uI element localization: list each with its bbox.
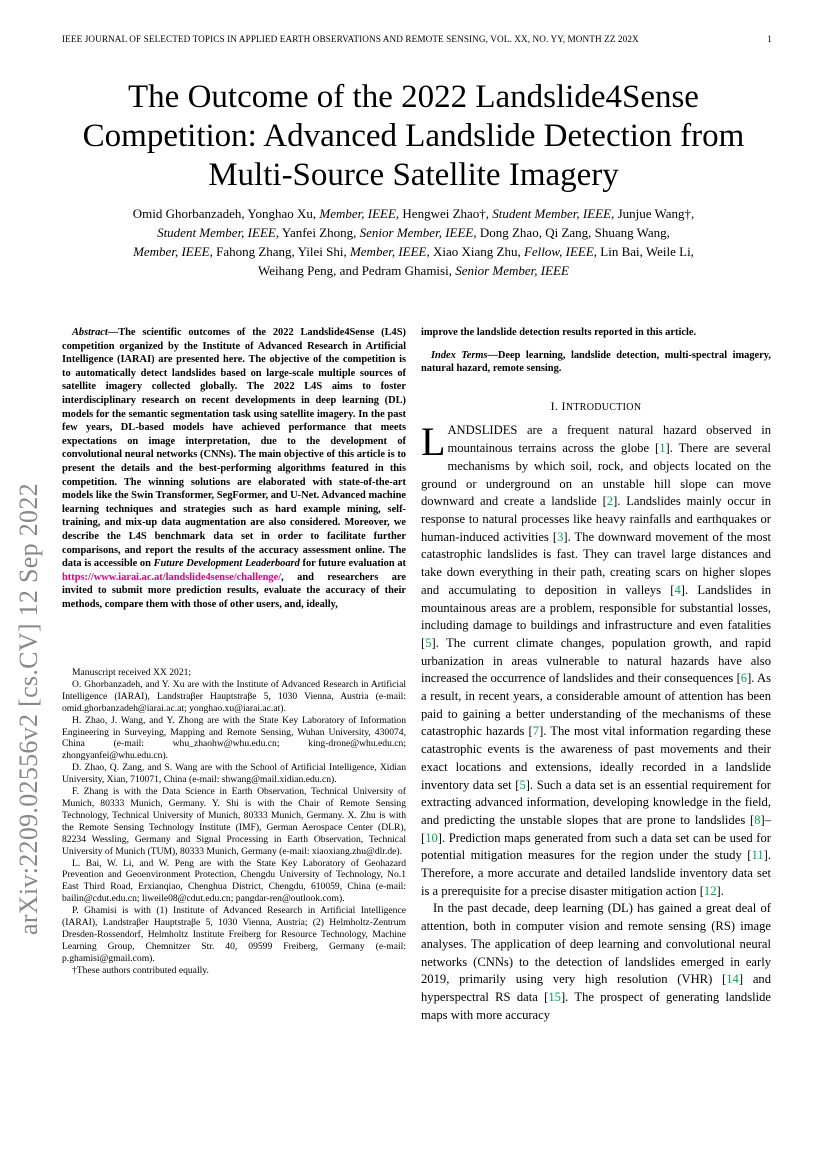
footnote: H. Zhao, J. Wang, and Y. Zhong are with the State Key Laboratory of Information Engineering in Surveying, Mapping and Remote Sensing, Wuhan University, 430074, China (e-mail: whu_zhaohw@whu.edu.cn; king-drone@whu.edu.cn; zhongyanfei@whu.edu.cn). bbox=[62, 714, 406, 762]
footnote: P. Ghamisi is with (1) Institute of Advanced Research in Artificial Intelligence (IARAI), Landstraβer Hauptstraβe 5, 1030 Vienna, Austria; (2) Helmholtz-Zentrum Dresden-Rossendorf, Helmholtz Institute Freiberg for Resource Technology, Machine Learning Group, Chemnitzer Str. 40, 09599 Freiberg, Germany (e-mail: p.ghamisi@gmail.com). bbox=[62, 905, 406, 964]
author-membership: Senior Member, IEEE bbox=[455, 263, 569, 278]
intro-paragraph-1: LANDSLIDES are a frequent natural hazard observed in mountainous terrains across the globe [1]. There are several mechanisms by which soil, rock, and objects located on the ground or underground on an unstable hill slope can move downward and create a landslide [2]. Landslides mainly occur in response to natural processes like heavy rainfalls and earthquakes or human-induced activities [3]. The downward movement of the most catastrophic landslides is fast. They can travel large distances and take down everything in their path, creating scars on higher slopes and accumulating to deposition in valleys [4]. Landslides in mountainous areas are a problem, responsible for substantial losses, including damage to buildings and infrastructure and even fatalities [5]. The current climate changes, population growth, and rapid urbanization in areas vulnerable to natural hazards have also increased the occurrence of landslides and their consequences [6]. As a result, in recent years, a considerable amount of attention has been paid to gaining a better understanding of the mechanisms of these catastrophic hazards [7]. The most vital information regarding these catastrophic events is the awareness of past movements and their exact locations and extensions, ideally recorded in a landslide inventory data set [5]. Such a data set is an essential requirement for extracting advanced information, developing knowledge in the field, and predicting the unstable slopes that are prone to landslides [8]–[10]. Prediction maps generated from such a data set can be used for potential mitigation measures for the region under the study [11]. Therefore, a more accurate and detailed landslide inventory data set is a prerequisite for a precise disaster mitigation action [12]. bbox=[421, 419, 772, 898]
author-membership: Member, IEEE bbox=[349, 244, 427, 259]
citation-link[interactable]: 14 bbox=[726, 972, 739, 987]
left-column bbox=[62, 326, 406, 611]
section-number: I. bbox=[550, 398, 562, 413]
citation-link[interactable]: 5 bbox=[425, 635, 432, 650]
citation-link[interactable]: 15 bbox=[548, 989, 561, 1004]
author-membership: Student Member, IEEE bbox=[157, 225, 276, 240]
author-list bbox=[50, 204, 777, 280]
abstract bbox=[62, 326, 406, 611]
author-names: Omid Ghorbanzadeh, Yonghao Xu, bbox=[132, 206, 320, 221]
abstract-label: Abstract bbox=[72, 327, 108, 338]
abstract-text-end: , and researchers are invited to submit more prediction results, evaluate the accuracy of their methods, compare them with those of other users, and, ideally, bbox=[62, 571, 406, 610]
arxiv-stamp: arXiv:2209.02556v2 [cs.CV] 12 Sep 2022 bbox=[14, 483, 43, 935]
author-membership: Member, IEEE bbox=[133, 244, 210, 259]
citation-link[interactable]: 12 bbox=[703, 883, 717, 898]
footnotes bbox=[62, 667, 406, 977]
footnote: O. Ghorbanzadeh, and Y. Xu are with the Institute of Advanced Research in Artificial Intelligence (IARAI), Landstraβer Hauptstraβe 5, 1030 Vienna, Austria (e-mail: omid.ghorbanzadeh@iarai.ac.at; yonghao.xu@iarai.ac.at). bbox=[62, 678, 406, 714]
citation-link[interactable]: 7 bbox=[532, 724, 540, 739]
citation-link[interactable]: 5 bbox=[519, 777, 526, 792]
leaderboard-name: Future Development Leaderboard bbox=[153, 558, 300, 570]
running-head bbox=[62, 34, 772, 44]
page-number: 1 bbox=[767, 34, 772, 44]
author-membership: Member, IEEE bbox=[319, 206, 396, 221]
index-terms-label: Index Terms bbox=[431, 349, 488, 361]
author-membership: Student Member, IEEE bbox=[492, 206, 612, 221]
author-names: , Fahong Zhang, Yilei Shi, bbox=[209, 244, 350, 259]
author-names: , Hengwei Zhao†, bbox=[395, 206, 493, 221]
paper-title: The Outcome of the 2022 Landslide4Sense Competition: Advanced Landslide Detection from Multi-Source Satellite Imagery bbox=[82, 79, 745, 193]
citation-link[interactable]: 1 bbox=[659, 441, 666, 456]
intro-paragraph-2: In the past decade, deep learning (DL) has gained a great deal of attention, both in computer vision and remote sensing (RS) image analyses. The application of deep learning and convolutional neural networks (CNNs) to the detection of landslides emerged in early 2019, primarily using very high resolution (VHR) [14] and hyperspectral RS data [15]. The prospect of generating landslide maps with more accuracy bbox=[421, 901, 771, 1022]
author-membership: Senior Member, IEEE bbox=[359, 225, 474, 240]
journal-name: IEEE JOURNAL OF SELECTED TOPICS IN APPLIED EARTH OBSERVATIONS AND REMOTE SENSING, VOL. XX, NO. YY, MONTH ZZ 202X bbox=[62, 34, 639, 44]
author-membership: Fellow, IEEE bbox=[523, 244, 594, 259]
author-names: , Junjue Wang†, bbox=[611, 206, 695, 221]
author-names: , Yanfei Zhong, bbox=[275, 225, 360, 240]
section-title-rest: NTRODUCTION bbox=[565, 401, 642, 413]
footnote: F. Zhang is with the Data Science in Earth Observation, Technical University of Munich, 80333 Munich, Germany. Y. Shi is with the Chair of Remote Sensing Technology, Technical University of Munich, 80333 Munich, Germany. X. Zhu is with the Remote Sensing Technology Institute (IMF), German Aerospace Center (DLR), 82234 Wessling, Germany and Signal Processing in Earth Observation, Technical University of Munich (TUM), 80333 Munich, Germany (e-mail: xiaoxiang.zhu@dlr.de). bbox=[62, 786, 406, 857]
citation-link[interactable]: 10 bbox=[425, 830, 438, 845]
dropcap: L bbox=[421, 419, 446, 465]
citation-link[interactable]: 2 bbox=[606, 494, 614, 509]
abstract-text: —The scientific outcomes of the 2022 Landslide4Sense (L4S) competition organized by the Institute of Advanced Research in Artificial Intelligence (IARAI) are presented here. The objective of the competition is to automatically detect landslides based on large-scale multiple sources of satellite imagery collected globally. The 2022 L4S aims to foster interdisciplinary research on recent developments in deep learning (DL) models for the semantic segmentation task using satellite imagery. In the past few years, DL-based models have achieved performance that meets expectations on image interpretation, due to the development of convolutional neural networks (CNNs). The main objective of this article is to present the details and the best-performing algorithms featured in this competition. The winning solutions are elaborated with state-of-the-art models like the Swin Transformer, SegFormer, and U-Net. Advanced machine learning techniques and strategies such as hard example mining, self-training, and mix-up data augmentation are also considered. Moreover, we describe the L4S benchmark data set in order to facilitate further comparisons, and report the results of the accuracy assessment online. The data is accessible on bbox=[62, 327, 406, 570]
footnote: †These authors contributed equally. bbox=[72, 964, 209, 976]
index-terms-text: —Deep learning, landslide detection, multi-spectral imagery, natural hazard, remote sensing. bbox=[421, 349, 771, 375]
citation-link[interactable]: 6 bbox=[740, 671, 748, 686]
author-names: , Dong Zhao, Qi Zang, Shuang Wang, bbox=[473, 225, 670, 240]
right-column bbox=[421, 326, 771, 1024]
author-names: , Lin Bai, Weile Li, bbox=[593, 244, 694, 259]
author-names: , Xiao Xiang Zhu, bbox=[426, 244, 524, 259]
footnote: D. Zhao, Q. Zang, and S. Wang are with the School of Artificial Intelligence, Xidian University, Xian, 710071, China (e-mail: shwang@mail.xidian.edu.cn). bbox=[62, 762, 406, 786]
introduction-body bbox=[421, 419, 772, 1024]
challenge-link[interactable]: https://www.iarai.ac.at/landslide4sense/challenge/ bbox=[62, 571, 282, 583]
author-names: Weihang Peng, and Pedram Ghamisi, bbox=[258, 263, 456, 278]
section-heading-introduction bbox=[421, 398, 771, 417]
abstract-continuation: improve the landslide detection results reported in this article. bbox=[421, 327, 697, 338]
footnote: L. Bai, W. Li, and W. Peng are with the State Key Laboratory of Geohazard Prevention and Geoenvironment Protection, Chengdu University of Technology, No.1 East Third Road, Erxianqiao, Chenghua District, Chengdu, 610059, China (e-mail: bailin@cdut.edu.cn; liweile08@cdut.edu.cn; pangdar-ren@outlook.com). bbox=[62, 857, 406, 905]
citation-link[interactable]: 3 bbox=[557, 529, 564, 544]
footnote: Manuscript received XX 2021; bbox=[72, 667, 192, 678]
index-terms bbox=[421, 349, 771, 376]
citation-link[interactable]: 11 bbox=[751, 848, 764, 863]
section-title-first: I bbox=[561, 398, 566, 413]
citation-link[interactable]: 8 bbox=[754, 812, 761, 827]
abstract-text-mid: for future evaluation at bbox=[299, 558, 406, 570]
citation-link[interactable]: 4 bbox=[674, 582, 681, 597]
